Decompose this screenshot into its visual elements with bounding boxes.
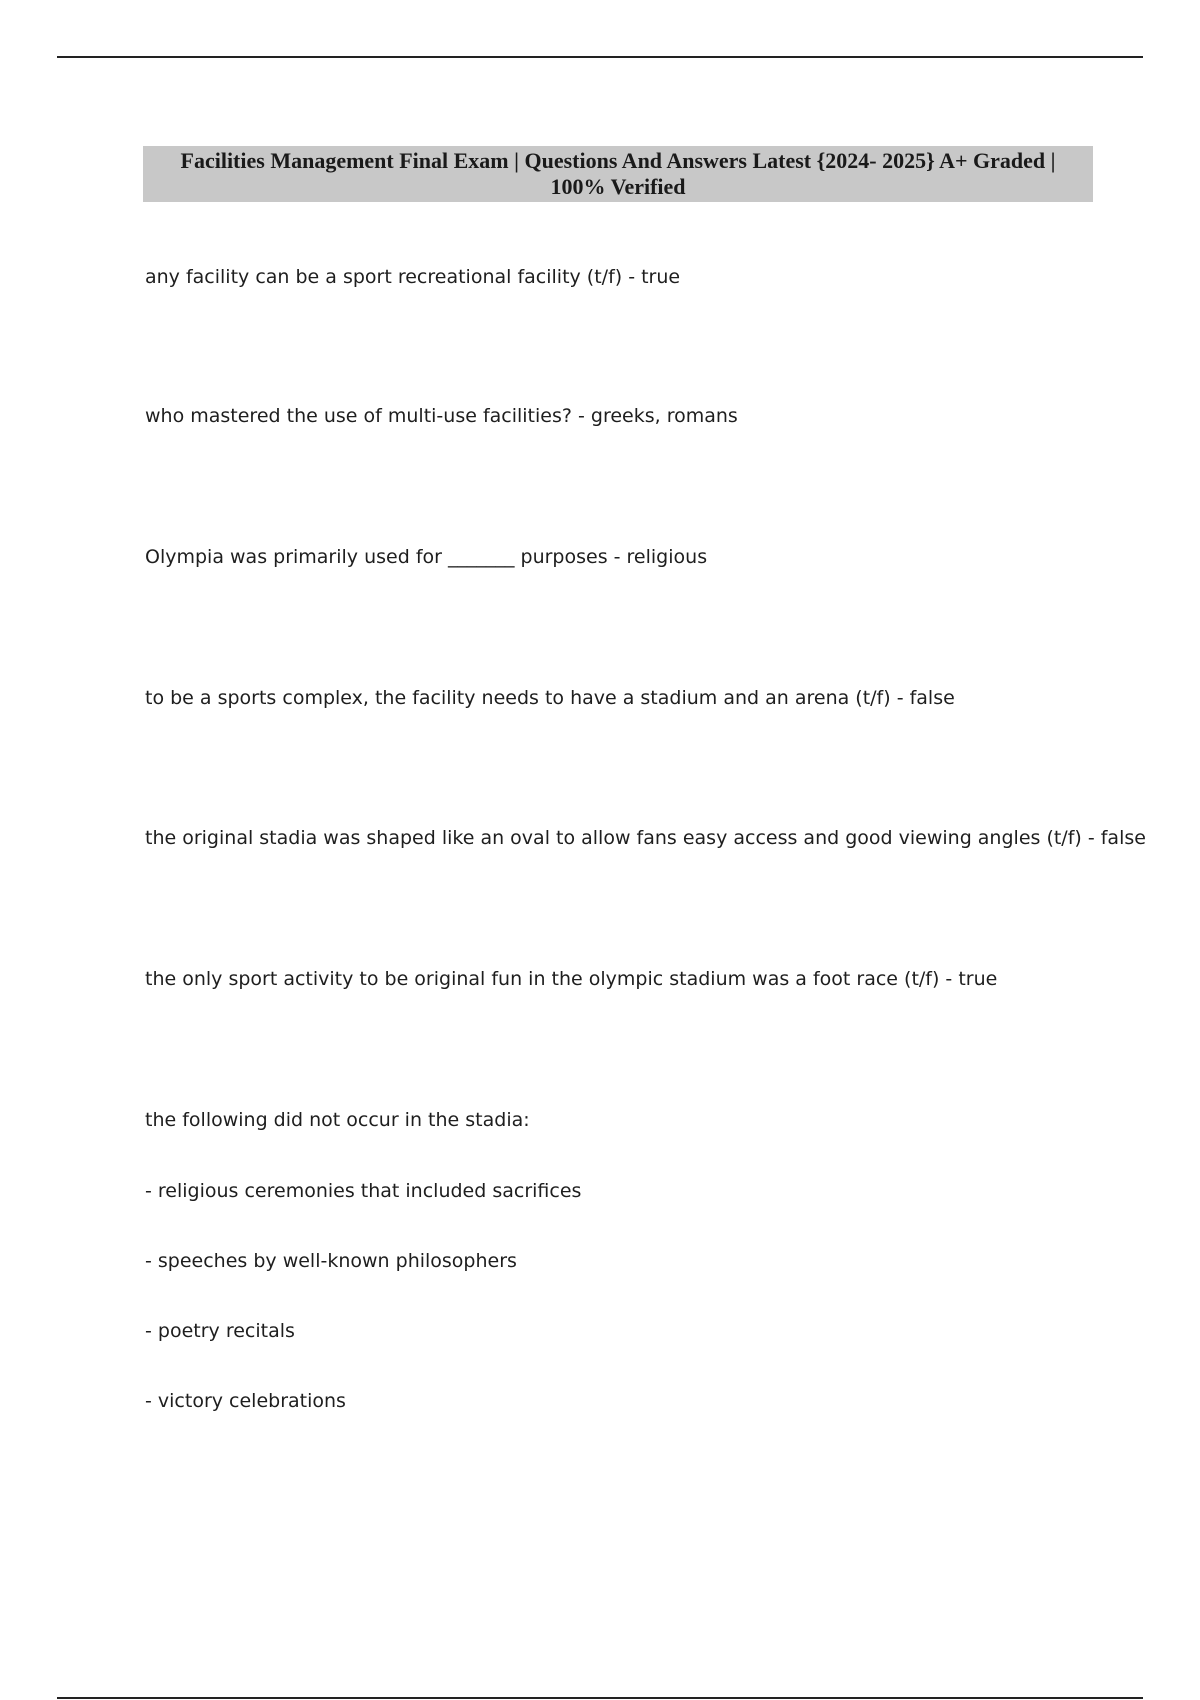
list-item: - poetry recitals — [145, 1320, 295, 1342]
top-rule — [57, 56, 1143, 58]
list-item: - religious ceremonies that included sacrifices — [145, 1180, 582, 1202]
bottom-rule — [57, 1697, 1143, 1699]
question-3: Olympia was primarily used for _______ purposes - religious — [145, 546, 708, 568]
list-item: - victory celebrations — [145, 1390, 346, 1412]
question-7: the following did not occur in the stadia: — [145, 1109, 530, 1131]
list-item: - speeches by well-known philosophers — [145, 1250, 517, 1272]
question-5: the original stadia was shaped like an oval to allow fans easy access and good viewing angles (t/f) - false — [145, 827, 1146, 849]
question-2: who mastered the use of multi-use facilities? - greeks, romans — [145, 405, 738, 427]
document-title-banner — [143, 146, 1093, 202]
question-6: the only sport activity to be original fun in the olympic stadium was a foot race (t/f) - true — [145, 968, 998, 990]
document-title: Facilities Management Final Exam | Questions And Answers Latest {2024- 2025} A+ Graded | 100% Verified — [180, 148, 1056, 199]
question-4: to be a sports complex, the facility needs to have a stadium and an arena (t/f) - false — [145, 687, 955, 709]
question-1: any facility can be a sport recreational facility (t/f) - true — [145, 266, 681, 288]
